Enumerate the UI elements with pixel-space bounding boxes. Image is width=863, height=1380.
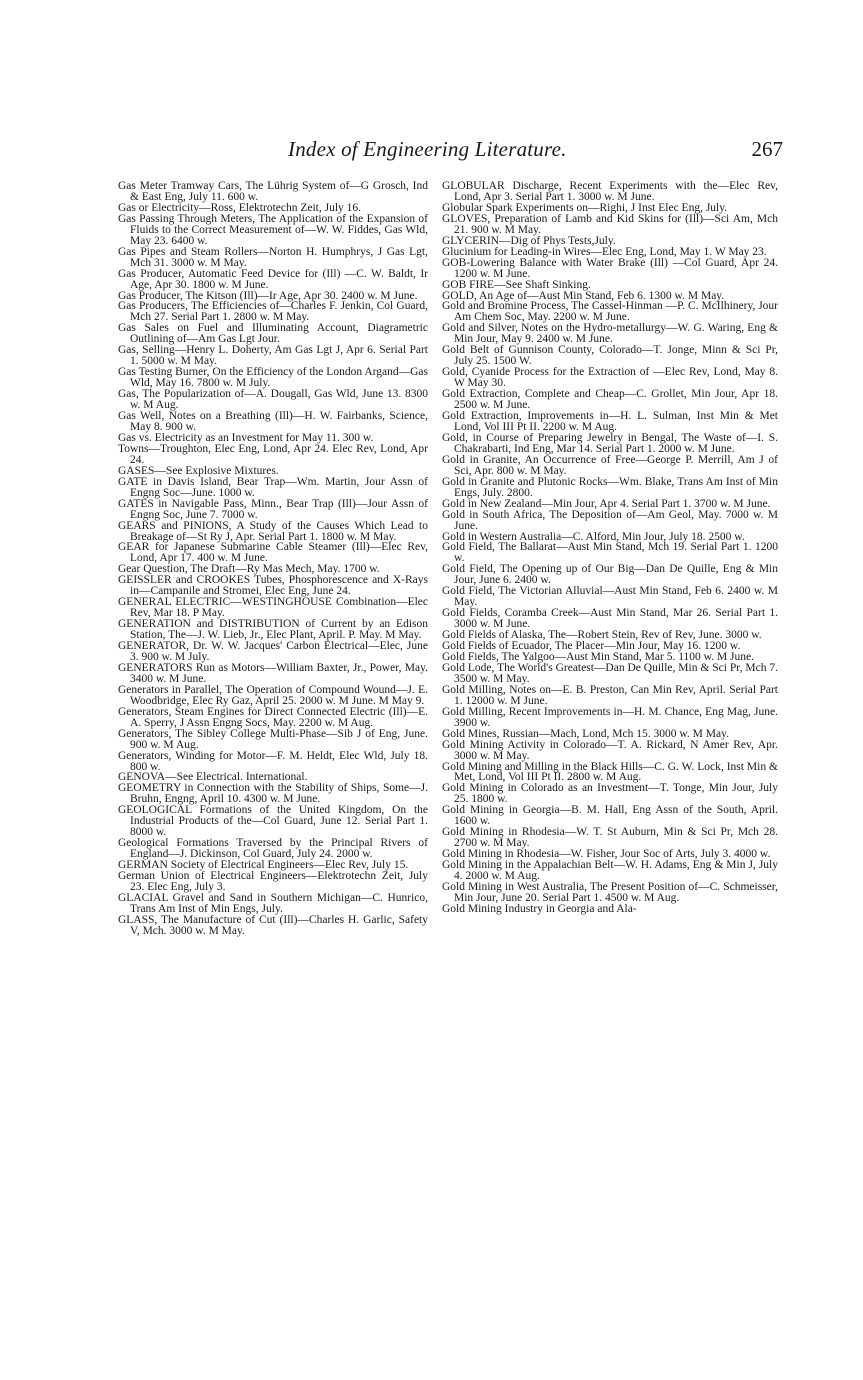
index-entry: Gas Producer, The Kitson (Ill)—Ir Age, Apr 30. 2400 w. M June. xyxy=(118,289,418,302)
index-entry: GASES—See Explosive Mixtures. xyxy=(118,464,279,477)
index-entry: GEAR for Japanese Submarine Cable Steamer (Ill)—Elec Rev, Lond, Apr 17. 400 w. M June. xyxy=(118,541,428,565)
index-entry: Towns—Troughton, Elec Eng, Lond, Apr 24. Elec Rev, Lond, Apr 24. xyxy=(118,442,428,466)
index-entry: Generators, Winding for Motor—F. M. Heldt, Elec Wld, July 18. 800 w. xyxy=(118,749,428,773)
index-entry: Gas Passing Through Meters, The Application of the Expansion of Fluids to the Correct Measurement of—W. W. Fiddes, Gas Wld, May 23. 6400 w. xyxy=(118,212,428,247)
index-entry: Gas, Selling—Henry L. Doherty, Am Gas Lgt J, Apr 6. Serial Part 1. 5000 w. M May. xyxy=(118,344,428,368)
index-entry: GLYCERIN—Dig of Phys Tests,July. xyxy=(442,234,616,247)
index-entry: Gold Fields of Ecuador, The Placer—Min Jour, May 16. 1200 w. xyxy=(442,640,741,653)
index-entry: Globular Spark Experiments on—Righi, J Inst Elec Eng, July. xyxy=(442,201,728,214)
index-entry: Gold Field, The Victorian Alluvial—Aust Min Stand, Feb 6. 2400 w. M May. xyxy=(442,585,778,609)
index-entry: GENERATION and DISTRIBUTION of Current by an Edison Station, The—J. W. Lieb, Jr., Elec Plant, April. P. May. M May. xyxy=(118,618,428,642)
index-entry: Gold Mining in Georgia—B. M. Hall, Eng Assn of the South, April. 1600 w. xyxy=(442,804,778,828)
index-entry: Gold Lode, The World's Greatest—Dan De Quille, Min & Sci Pr, Mch 7. 3500 w. M May. xyxy=(442,661,778,685)
index-entry: Gas, The Popularization of—A. Dougall, Gas Wld, June 13. 8300 w. M Aug. xyxy=(118,388,428,412)
index-entry: GLOBULAR Discharge, Recent Experiments with the—Elec Rev, Lond, Apr 3. Serial Part 1. 3000 w. M June. xyxy=(442,180,778,203)
index-entry: GATE in Davis Island, Bear Trap—Wm. Martin, Jour Assn of Engng Soc—June. 1000 w. xyxy=(118,475,428,499)
index-entry: GENOVA—See Electrical. International. xyxy=(118,771,308,784)
index-entry: Gold Mining in Rhodesia—W. T. St Auburn, Min & Sci Pr, Mch 28. 2700 w. M May. xyxy=(442,826,778,850)
left-column xyxy=(118,181,428,937)
running-title: Index of Engineering Literature. xyxy=(288,137,567,161)
index-entry: Gold in South Africa, The Deposition of—Am Geol, May. 7000 w. M June. xyxy=(442,508,778,532)
index-entry: Gas Producers, The Efficiencies of—Charles F. Jenkin, Col Guard, Mch 27. Serial Part 1. 2800 w. M May. xyxy=(118,300,428,324)
index-entry: GOLD, An Age of—Aust Min Stand, Feb 6. 1300 w. M May. xyxy=(442,289,725,302)
index-entry: Gold Extraction, Complete and Cheap—C. Grollet, Min Jour, Apr 18. 2500 w. M June. xyxy=(442,388,778,412)
index-entry: Gold and Silver, Notes on the Hydro-metallurgy—W. G. Waring, Eng & Min Jour, May 9. 2400 w. M June. xyxy=(442,322,778,346)
index-entry: Gold in Granite and Plutonic Rocks—Wm. Blake, Trans Am Inst of Min Engs, July. 2800. xyxy=(442,475,778,499)
index-entry: Gold Fields, Coramba Creek—Aust Min Stand, Mar 26. Serial Part 1. 3000 w. M June. xyxy=(442,607,778,631)
index-entry: GENERATOR, Dr. W. W. Jacques' Carbon Electrical—Elec, June 3. 900 w. M July. xyxy=(118,640,428,663)
index-entry: GOB FIRE—See Shaft Sinking. xyxy=(442,278,591,291)
index-entry: GENERATORS Run as Motors—William Baxter, Jr., Power, May. 3400 w. M June. xyxy=(118,661,428,685)
index-entry: Gold Field, The Ballarat—Aust Min Stand, Mch 19. Serial Part 1. 1200 w. xyxy=(442,541,778,565)
index-entry: Gold Fields of Alaska, The—Robert Stein, Rev of Rev, June. 3000 w. xyxy=(442,629,762,642)
index-entry: Gas Testing Burner, On the Efficiency of the London Argand—Gas Wld, May 16. 7800 w. M July. xyxy=(118,366,428,390)
index-entry: Gold, Cyanide Process for the Extraction of —Elec Rev, Lond, May 8. W May 30. xyxy=(442,366,778,390)
index-entry: Gear Question, The Draft—Ry Mas Mech, May. 1700 w. xyxy=(118,563,380,576)
index-entry: GEOLOGICAL Formations of the United Kingdom, On the Industrial Products of the—Col Guard, June 12. Serial Part 1. 8000 w. xyxy=(118,804,428,839)
index-entry: Geological Formations Traversed by the Principal Rivers of England—J. Dickinson, Col Guard, July 24. 2000 w. xyxy=(118,837,428,861)
index-entry: Gold and Bromine Process, The Cassel-Hinman —P. C. McIlhinery, Jour Am Chem Soc, May. 2200 w. M June. xyxy=(442,300,779,324)
index-entry: Generators in Parallel, The Operation of Compound Wound—J. E. Woodbridge, Elec Ry Gaz, April 25. 2000 w. M June. M May 9. xyxy=(118,683,428,707)
index-entry: Gold Mining Industry in Georgia and Ala- xyxy=(442,902,637,915)
index-entry: GERMAN Society of Electrical Engineers—Elec Rev, July 15. xyxy=(118,859,409,872)
index-entry: German Union of Electrical Engineers—Elektrotechn Zeit, July 23. Elec Eng, July 3. xyxy=(118,870,428,893)
index-entry: Gold Milling, Notes on—E. B. Preston, Can Min Rev, April. Serial Part 1. 12000 w. M June. xyxy=(442,683,778,707)
index-entry: Gold Mining in Rhodesia—W. Fisher, Jour Soc of Arts, July 3. 4000 w. xyxy=(442,848,771,861)
index-entry: GATES in Navigable Pass, Minn., Bear Trap (Ill)—Jour Assn of Engng Soc, June 7. 7000 w. xyxy=(118,497,428,521)
index-entry: GENERAL ELECTRIC—WESTINGHOUSE Combination—Elec Rev, Mar 18. P May. xyxy=(118,596,428,620)
index-entry: GLASS, The Manufacture of Cut (Ill)—Charles H. Garlic, Safety V, Mch. 3000 w. M May. xyxy=(118,913,428,937)
index-entry: Gold Milling, Recent Improvements in—H. M. Chance, Eng Mag, June. 3900 w. xyxy=(442,705,778,729)
index-entry: Generators, The Sibley College Multi-Phase—Sib J of Eng, June. 900 w. M Aug. xyxy=(118,727,428,751)
index-entry: Gold in New Zealand—Min Jour, Apr 4. Serial Part 1. 3700 w. M June. xyxy=(442,497,771,510)
page-number: 267 xyxy=(751,137,783,161)
index-entry: Gas Sales on Fuel and Illuminating Account, Diagrametric Outlining of—Am Gas Lgt Jour. xyxy=(118,322,428,346)
index-entry: Gold Mining Activity in Colorado—T. A. Rickard, N Amer Rev, Apr. 3000 w. M May. xyxy=(442,738,778,762)
index-entry: GLOVES, Preparation of Lamb and Kid Skins for (Ill)—Sci Am, Mch 21. 900 w. M May. xyxy=(442,212,778,236)
index-entry: GEOMETRY in Connection with the Stability of Ships, Some—J. Bruhn, Engng, April 10. 4300 w. M June. xyxy=(118,782,428,806)
index-entry: Glucinium for Leading-in Wires—Elec Eng, Lond, May 1. W May 23. xyxy=(442,245,767,258)
index-entry: Gas Well, Notes on a Breathing (Ill)—H. W. Fairbanks, Science, May 8. 900 w. xyxy=(118,410,428,433)
index-entry: Gold Extraction, Improvements in—H. L. Sulman, Inst Min & Met Lond, Vol III Pt II. 2200 w. M Aug. xyxy=(442,410,778,433)
index-entry: Gold in Western Australia—C. Alford, Min Jour, July 18. 2500 w. xyxy=(442,530,745,543)
index-entry: Gold, in Course of Preparing Jewelry in Bengal, The Waste of—I. S. Chakrabarti, Ind Eng, Mar 14. Serial Part 1. 2000 w. M June. xyxy=(442,431,778,455)
right-column xyxy=(442,181,778,915)
index-entry: Gas Producer, Automatic Feed Device for (Ill) —C. W. Baldt, Ir Age, Apr 30. 1800 w. M June. xyxy=(118,267,428,291)
index-entry: Gold Mining and Milling in the Black Hills—C. G. W. Lock, Inst Min & Met, Lond, Vol III Pt II. 2800 w. M Aug. xyxy=(442,760,778,784)
index-entry: Gas vs. Electricity as an Investment for May 11. 300 w. xyxy=(118,431,374,444)
index-entry: GEISSLER and CROOKES Tubes, Phosphorescence and X-Rays in—Campanile and Stromei, Elec Eng, June 24. xyxy=(118,574,428,598)
index-entry: Gold Mining in Colorado as an Investment—T. Tonge, Min Jour, July 25. 1800 w. xyxy=(442,782,778,806)
index-entry: Gold Belt of Gunnison County, Colorado—T. Jonge, Minn & Sci Pr, July 25. 1500 W. xyxy=(442,344,778,368)
index-entry: GLACIAL Gravel and Sand in Southern Michigan—C. Hunrico, Trans Am Inst of Min Engs, July. xyxy=(118,891,428,915)
index-entry: GOB-Lowering Balance with Water Brake (Ill) —Col Guard, Apr 24. 1200 w. M June. xyxy=(442,256,778,280)
index-entry: Gas or Electricity—Ross, Elektrotechn Zeit, July 16. xyxy=(118,201,362,214)
index-entry: Gold Mines, Russian—Mach, Lond, Mch 15. 3000 w. M May. xyxy=(442,727,729,740)
page-header xyxy=(118,137,783,167)
index-entry: Gas Meter Tramway Cars, The Lührig System of—G Grosch, Ind & East Eng, July 11. 600 w. xyxy=(118,180,428,203)
index-entry: Gold Mining in West Australia, The Present Position of—C. Schmeisser, Min Jour, June 20. Serial Part 1. 4500 w. M Aug. xyxy=(442,881,778,904)
index-entry: Gold Field, The Opening up of Our Big—Dan De Quille, Eng & Min Jour, June 6. 2400 w. xyxy=(442,563,778,587)
index-entry: Gas Pipes and Steam Rollers—Norton H. Humphrys, J Gas Lgt, Mch 31. 3000 w. M May. xyxy=(118,245,428,269)
index-entry: Gold Mining in the Appalachian Belt—W. H. Adams, Eng & Min J, July 4. 2000 w. M Aug. xyxy=(442,859,778,883)
index-entry: Gold in Granite, An Occurrence of Free—George P. Merrill, Am J of Sci, Apr. 800 w. M May. xyxy=(442,453,778,477)
index-entry: Gold Fields, The Yalgoo—Aust Min Stand, Mar 5. 1100 w. M June. xyxy=(442,650,754,663)
index-entry: Generators, Steam Engines for Direct Connected Electric (Ill)—E. A. Sperry, J Assn Engng Socs, May. 2200 w. M Aug. xyxy=(118,705,428,729)
index-entry: GEARS and PINIONS, A Study of the Causes Which Lead to Breakage of—St Ry J, Apr. Serial Part 1. 1800 w. M May. xyxy=(118,519,428,543)
